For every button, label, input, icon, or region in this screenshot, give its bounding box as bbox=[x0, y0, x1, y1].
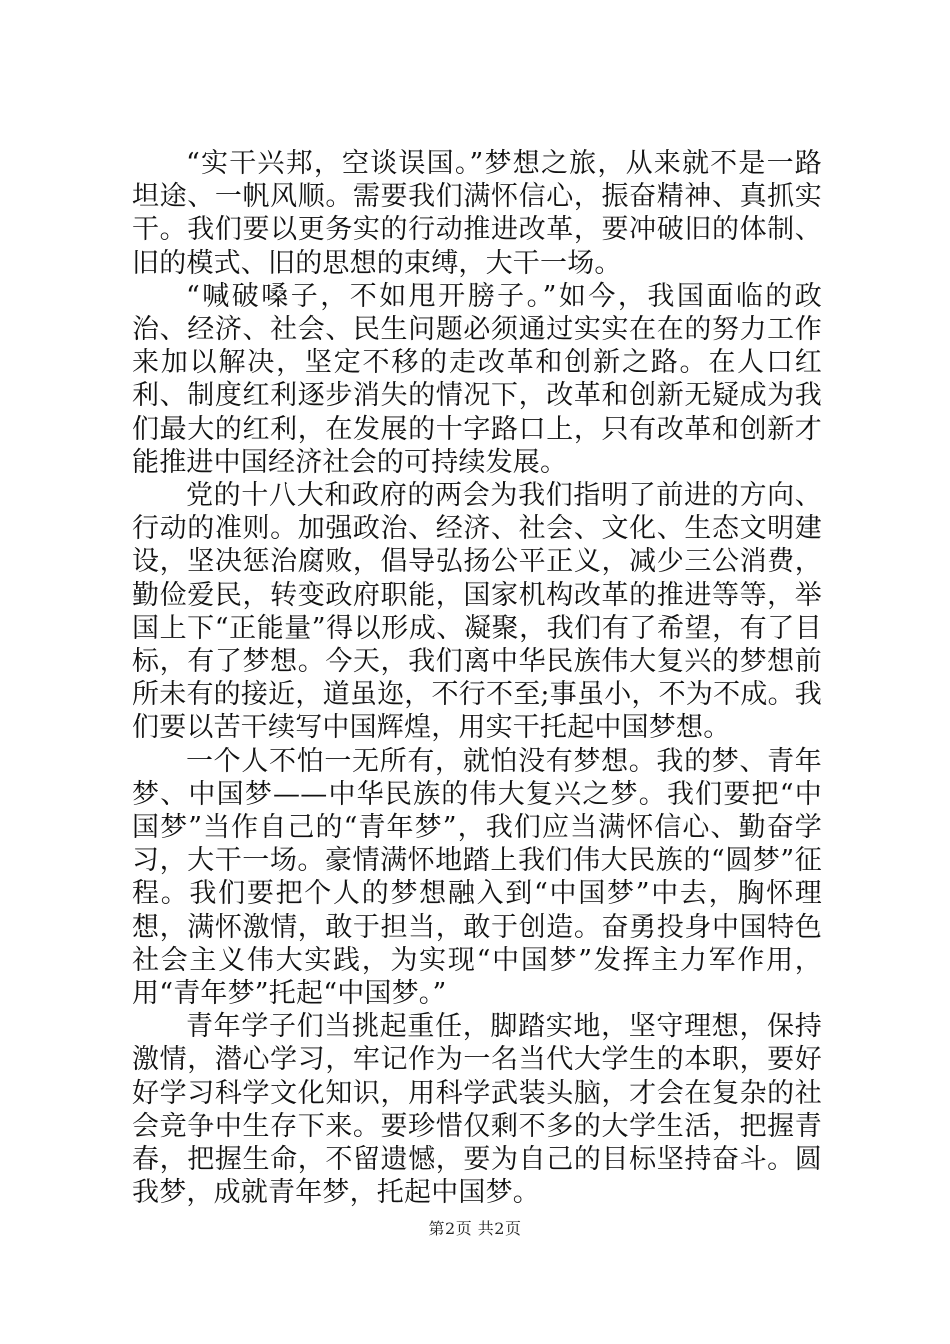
paragraph-3: 党的十八大和政府的两会为我们指明了前进的方向、行动的准则。加强政治、经济、社会、文化、生态文明建设，坚决惩治腐败，倡导弘扬公平正义，减少三公消费，勤俭爱民，转变政府职能，国家机构改革的推进等等，举国上下“正能量”得以形成、凝聚，我们有了希望，有了目标，有了梦想。今天，我们离中华民族伟大复兴的梦想前所未有的接近，道虽迩，不行不至;事虽小，不为不成。我们要以苦干续写中国辉煌，用实干托起中国梦想。 bbox=[132, 480, 822, 744]
page-footer: 第2页 共2页 bbox=[428, 1219, 522, 1238]
paragraph-1: “实干兴邦，空谈误国。”梦想之旅，从来就不是一路坦途、一帆风顺。需要我们满怀信心，振奋精神、真抓实干。我们要以更务实的行动推进改革，要冲破旧的体制、旧的模式、旧的思想的束缚，大干一场。 bbox=[132, 148, 822, 279]
body-text bbox=[132, 147, 822, 1210]
paragraph-2: “喊破嗓子，不如甩开膀子。”如今，我国面临的政治、经济、社会、民生问题必须通过实实在在的努力工作来加以解决，坚定不移的走改革和创新之路。在人口红利、制度红利逐步消失的情况下，改革和创新无疑成为我们最大的红利，在发展的十字路口上，只有改革和创新才能推进中国经济社会的可持续发展。 bbox=[132, 280, 822, 478]
paragraph-4: 一个人不怕一无所有，就怕没有梦想。我的梦、青年梦、中国梦——中华民族的伟大复兴之梦。我们要把“中国梦”当作自己的“青年梦”，我们应当满怀信心、勤奋学习，大干一场。豪情满怀地踏上我们伟大民族的“圆梦”征程。我们要把个人的梦想融入到“中国梦”中去，胸怀理想，满怀激情，敢于担当，敢于创造。奋勇投身中国特色社会主义伟大实践，为实现“中国梦”发挥主力军作用，用“青年梦”托起“中国梦。” bbox=[132, 745, 822, 1010]
paragraph-5: 青年学子们当挑起重任，脚踏实地，坚守理想，保持激情，潜心学习，牢记作为一名当代大学生的本职，要好好学习科学文化知识，用科学武装头脑，才会在复杂的社会竞争中生存下来。要珍惜仅剩不多的大学生活，把握青春，把握生命，不留遗憾，要为自己的目标坚持奋斗。圆我梦，成就青年梦，托起中国梦。 bbox=[132, 1011, 822, 1209]
